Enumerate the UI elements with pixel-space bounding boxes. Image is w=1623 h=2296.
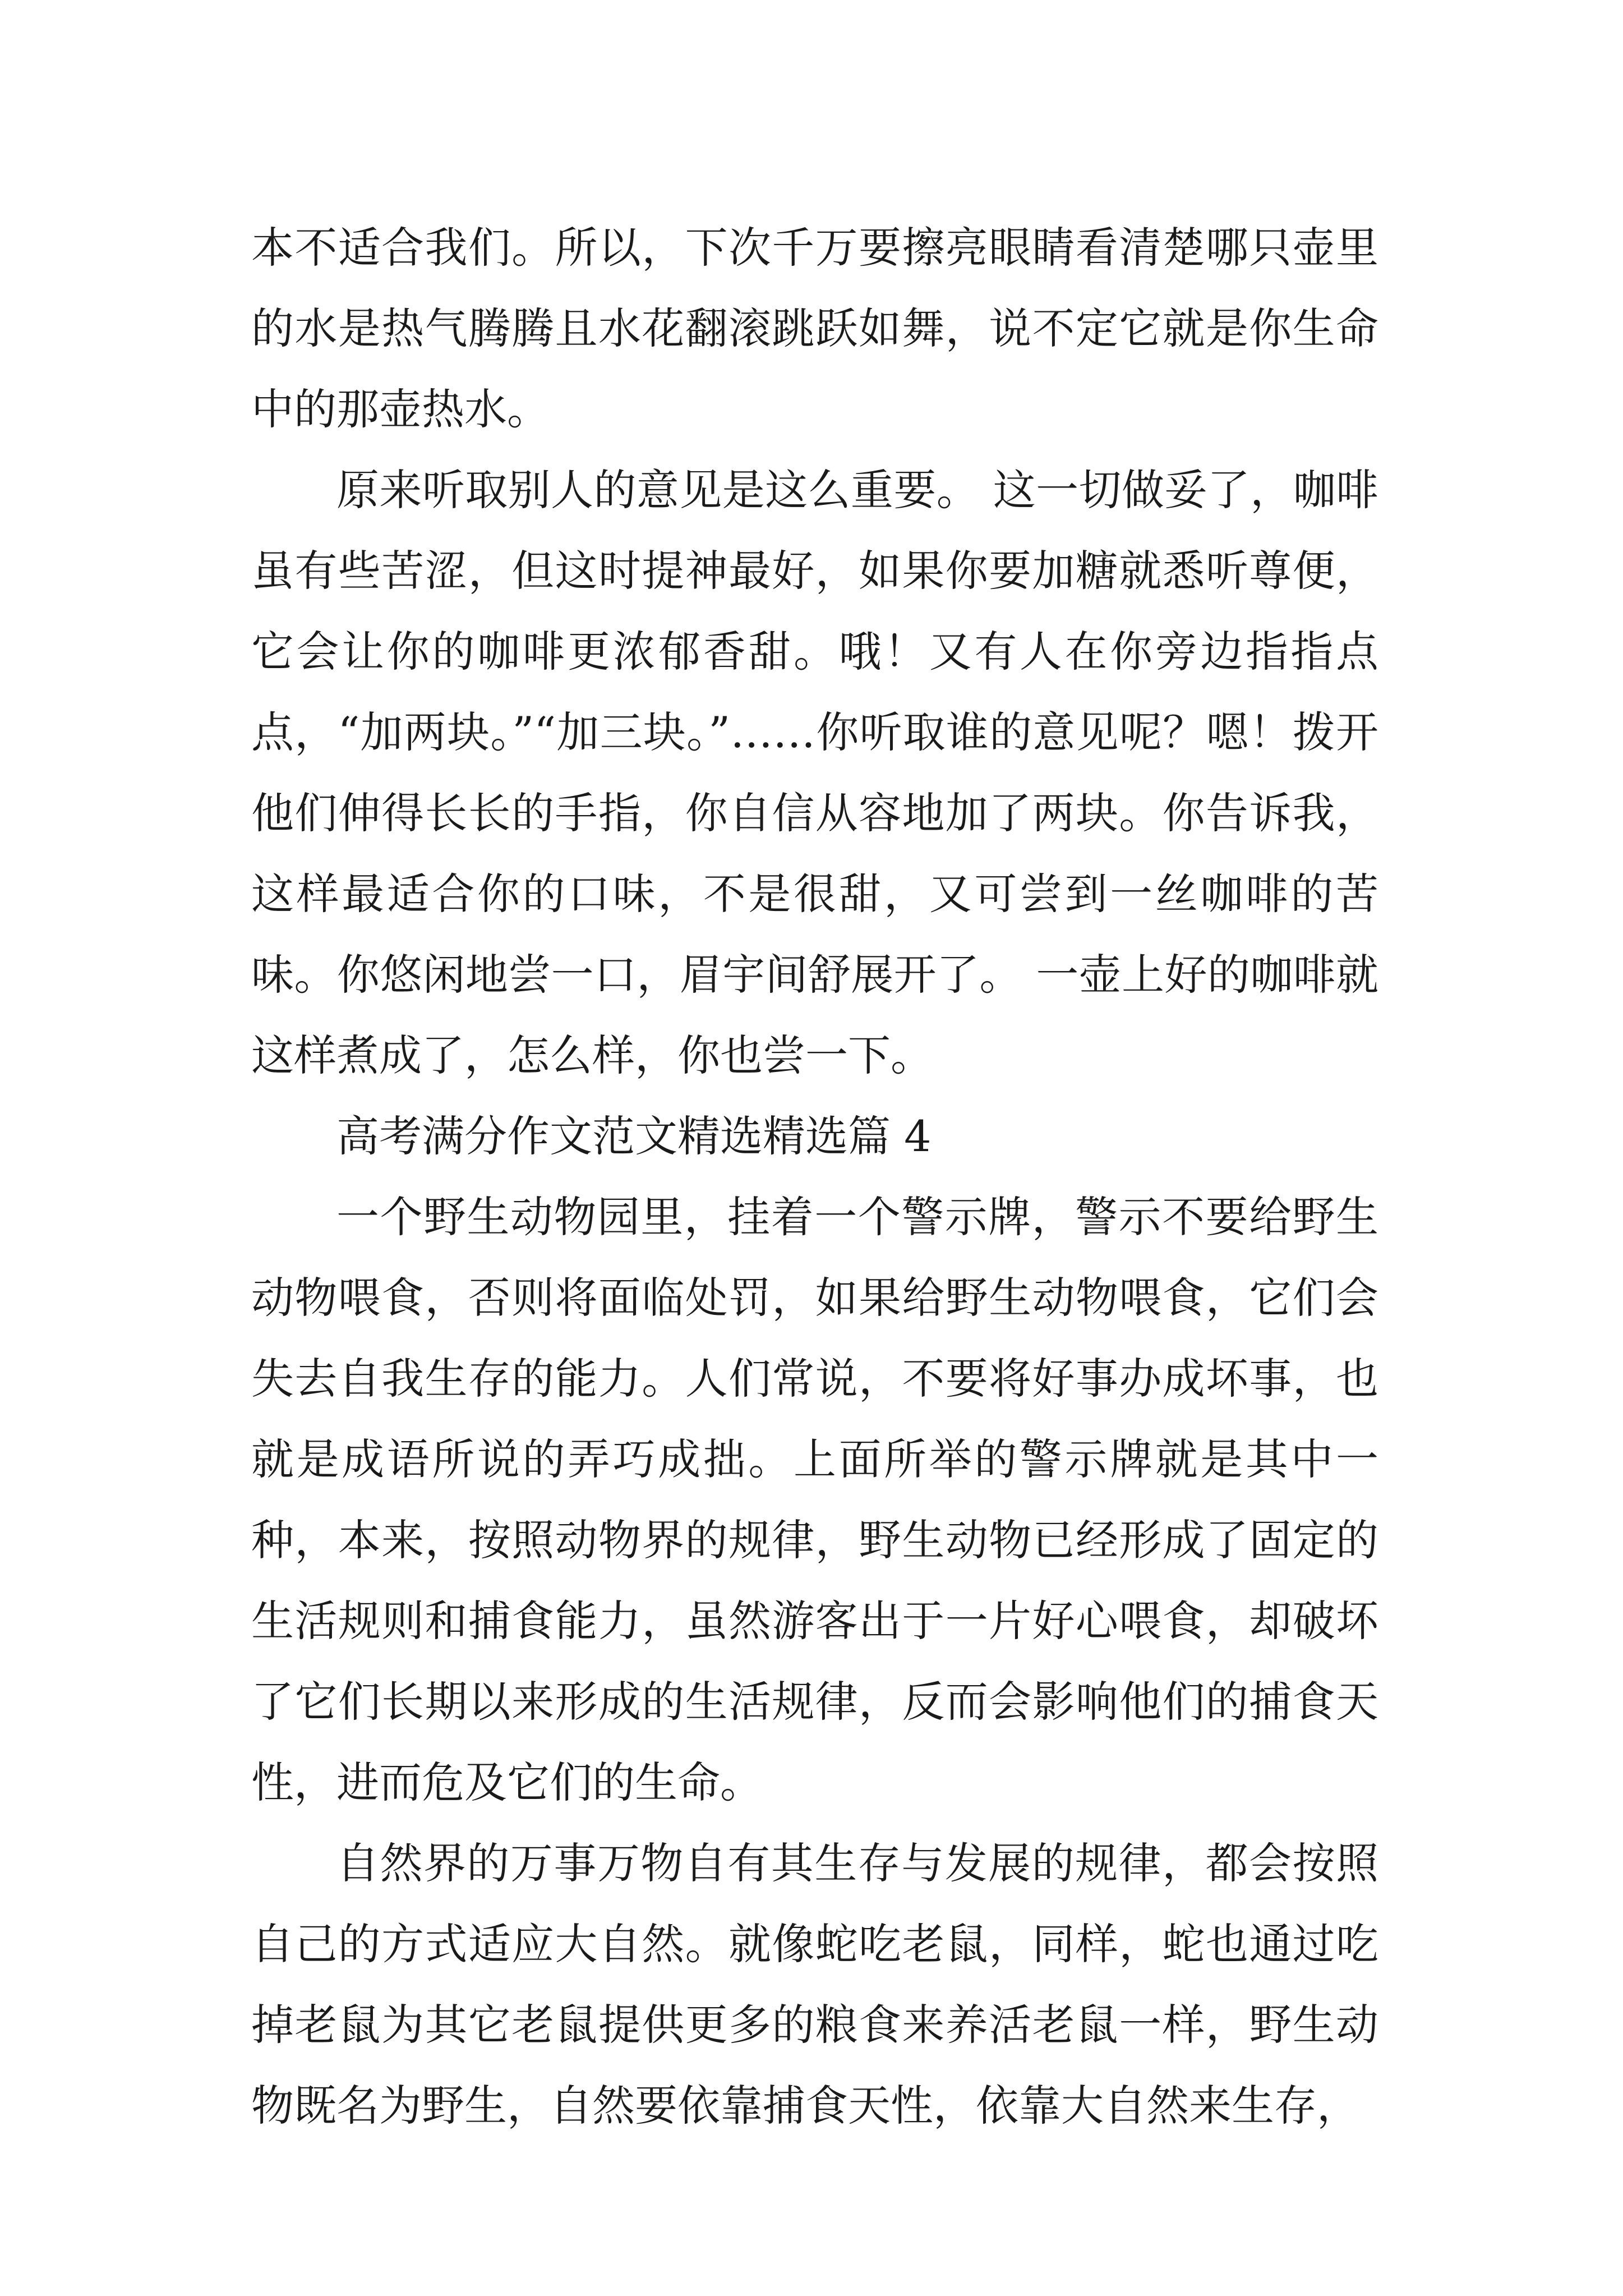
paragraph-nature-laws: 自然界的万事万物自有其生存与发展的规律，都会按照自己的方式适应大自然。就像蛇吃老鼠，同样，蛇也通过吃掉老鼠为其它老鼠提供更多的粮食来养活老鼠一样，野生动物既名为野生，自然要依靠捕食天性，依靠大自然来生存， [251,1838,1378,2131]
document-body [251,208,1378,2146]
section-heading: 高考满分作文范文精选精选篇 4 [336,1111,932,1161]
paragraph-coffee: 原来听取别人的意见是这么重要。 这一切做妥了，咖啡虽有些苦涩，但这时提神最好，如果你要加糖就悉听尊便，它会让你的咖啡更浓郁香甜。哦！又有人在你旁边指指点点，“加两块。”“加三块。”……你听取谁的意见呢？嗯！拨开他们伸得长长的手指，你自信从容地加了两块。你告诉我，这样最适合你的口味，不是很甜，又可尝到一丝咖啡的苦味。你悠闲地尝一口，眉宇间舒展开了。 一壶上好的咖啡就这样煮成了，怎么样，你也尝一下。 [251,465,1378,1080]
paragraph-continued: 本不适合我们。所以，下次千万要擦亮眼睛看清楚哪只壶里的水是热气腾腾且水花翻滚跳跃如舞，说不定它就是你生命中的那壶热水。 [251,223,1378,434]
paragraph-wildlife-park: 一个野生动物园里，挂着一个警示牌，警示不要给野生动物喂食，否则将面临处罚，如果给野生动物喂食，它们会失去自我生存的能力。人们常说，不要将好事办成坏事，也就是成语所说的弄巧成拙。上面所举的警示牌就是其中一种，本来，按照动物界的规律，野生动物已经形成了固定的生活规则和捕食能力，虽然游客出于一片好心喂食，却破坏了它们长期以来形成的生活规律，反而会影响他们的捕食天性，进而危及它们的生命。 [251,1192,1378,1807]
